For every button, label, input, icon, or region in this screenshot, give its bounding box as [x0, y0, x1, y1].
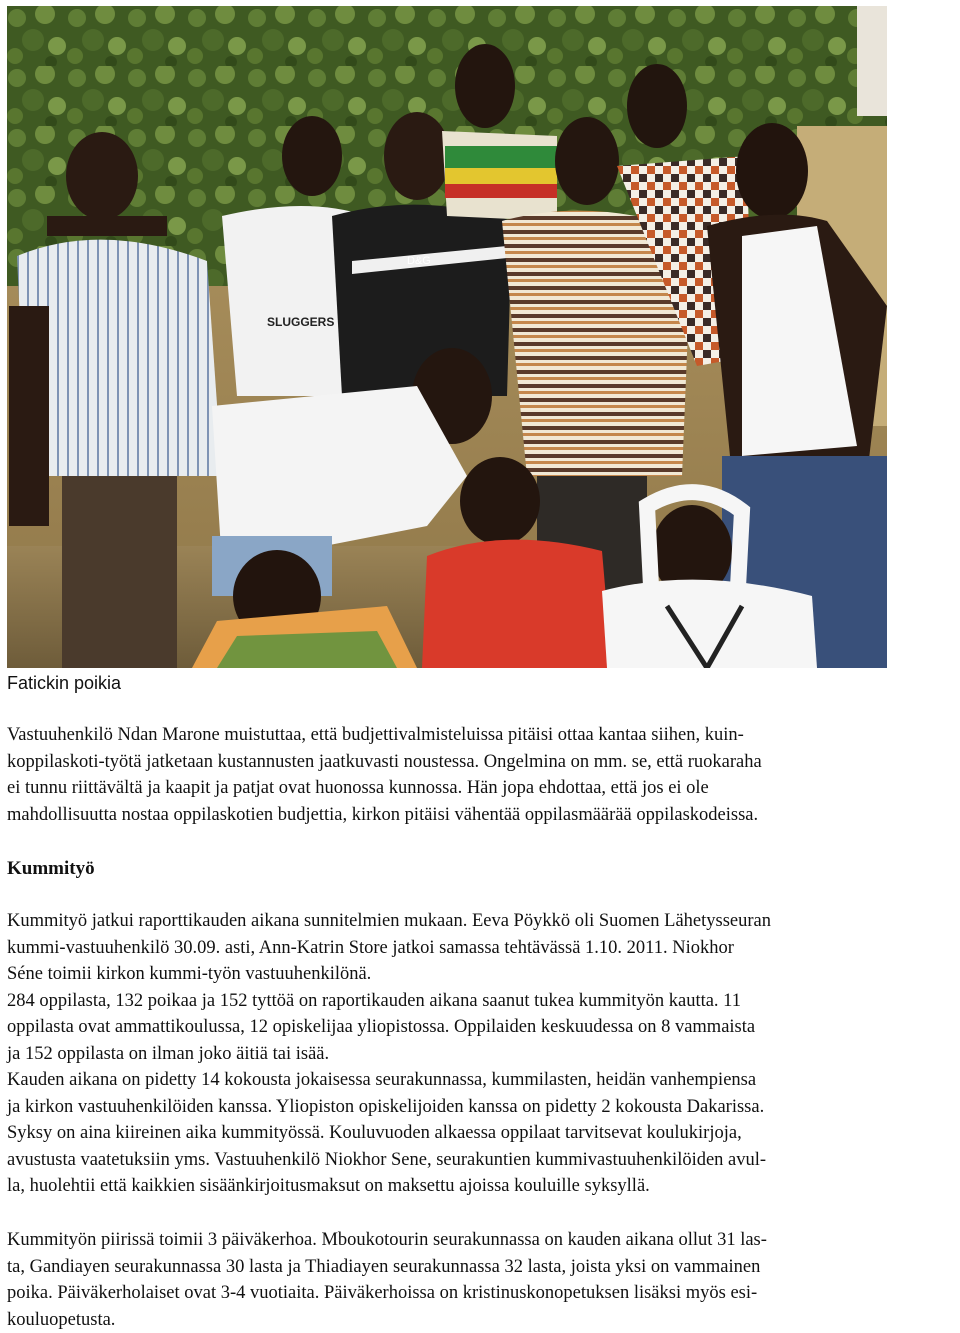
text-line: oppilasta ovat ammattikoulussa, 12 opiskelijaa yliopistossa. Oppilaiden keskuudessa on 8 vammaista — [7, 1017, 756, 1037]
paragraph-budget — [7, 722, 955, 828]
text-line: Syksy on aina kiireinen aika kummityössä. Kouluvuoden alkaessa oppilaat tarvitsevat koulukirjoja, — [7, 1123, 742, 1143]
text-line: kouluopetusta. — [7, 1309, 116, 1330]
text-line: Kummityön piirissä toimii 3 päiväkerhoa. Mboukotourin seurakunnassa on kauden aikana ollut 31 las- — [7, 1230, 767, 1250]
paragraph-sponsorship — [7, 908, 955, 1200]
section-heading: Kummityö — [7, 858, 95, 879]
text-line: ja kirkon vastuuhenkilöiden kanssa. Yliopiston opiskelijoiden kanssa on pidetty 2 kokousta Dakarissa. — [7, 1096, 765, 1117]
text-line: kummi-vastuuhenkilö 30.09. asti, Ann-Katrin Store jatkoi samassa tehtävässä 1.10. 2011. Niokhor — [7, 937, 734, 958]
text-line: la, huolehtii että kaikkien sisäänkirjoitusmaksut on maksettu ajoissa kouluille syksyllä. — [7, 1176, 650, 1196]
text-line: Séne toimii kirkon kummi-työn vastuuhenkilönä. — [7, 964, 372, 984]
text-line: Vastuuhenkilö Ndan Marone muistuttaa, että budjettivalmisteluissa pitäisi ottaa kantaa siihen, kuin- — [7, 725, 744, 745]
svg-text:D&G: D&G — [407, 255, 431, 267]
text-line: ei tunnu riittävältä ja kaapit ja patjat ovat huonossa kunnossa. Hän jopa ehdottaa, että jos ei ole — [7, 778, 709, 798]
group-photo-icon — [7, 6, 887, 668]
group-photo — [7, 6, 887, 668]
photo-caption: Fatickin poikia — [7, 673, 122, 693]
text-line: ta, Gandiayen seurakunnassa 30 lasta ja Thiadiayen seurakunnassa 32 lasta, joista yksi on vammainen — [7, 1256, 761, 1277]
text-line: poika. Päiväkerholaiset ovat 3-4 vuotiaita. Päiväkerhoissa on kristinuskonopetuksen lisäksi myös esi- — [7, 1283, 758, 1303]
text-line: Kauden aikana on pidetty 14 kokousta jokaisessa seurakunnassa, kummilasten, heidän vanhempiensa — [7, 1070, 757, 1090]
text-line: avustusta vaatetuksiin yms. Vastuuhenkilö Niokhor Sene, seurakuntien kummivastuuhenkilöiden avul- — [7, 1149, 767, 1170]
text-line: 284 oppilasta, 132 poikaa ja 152 tyttöä on raportikauden aikana saanut tukea kummityön kautta. 11 — [7, 990, 741, 1011]
text-line: ja 152 oppilasta on ilman joko äitiä tai isää. — [7, 1043, 330, 1064]
text-line: Kummityö jatkui raporttikauden aikana sunnitelmien mukaan. Eeva Pöykkö oli Suomen Lähetysseuran — [7, 911, 771, 931]
text-line: koppilaskoti-työtä jatketaan kustannusten jaatkuvasti noustessa. Ongelmina on mm. se, että ruokaraha — [7, 751, 762, 772]
svg-text:SLUGGERS: SLUGGERS — [267, 315, 335, 329]
text-line: mahdollisuutta nostaa oppilaskotien budjettia, kirkon pitäisi vähentää oppilasmäärää oppilaskodeissa. — [7, 804, 759, 825]
paragraph-daycare — [7, 1227, 955, 1333]
